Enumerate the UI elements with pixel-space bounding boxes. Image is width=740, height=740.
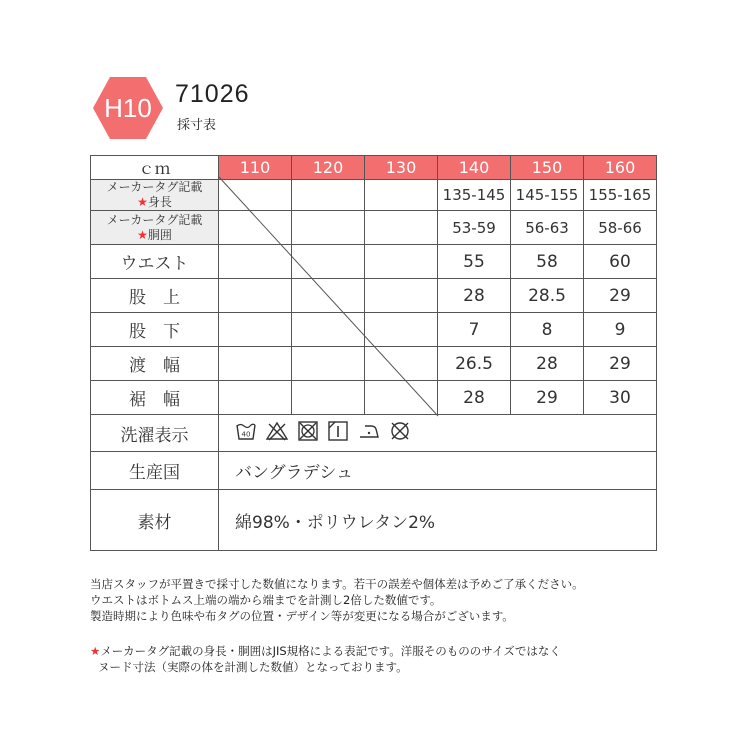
note-line: ウエストはボトムス上端の端から端までを計測し2倍した数値です。 xyxy=(90,593,442,607)
cell: 145-155 xyxy=(511,180,584,211)
cell: 7 xyxy=(438,313,511,347)
cell xyxy=(219,245,292,279)
cell xyxy=(292,245,365,279)
cell: 29 xyxy=(584,279,657,313)
size-140: 140 xyxy=(438,156,511,180)
table-row-waist xyxy=(91,245,657,279)
no-dry-clean-icon xyxy=(389,420,411,442)
note-line: ヌード寸法（実際の体を計測した数値）となっております。 xyxy=(98,660,408,674)
cell: 55 xyxy=(438,245,511,279)
cell: 8 xyxy=(511,313,584,347)
row-label: 股 上 xyxy=(91,279,219,313)
no-tumble-dry-icon xyxy=(297,420,319,442)
row-label: ウエスト xyxy=(91,245,219,279)
cell: 28 xyxy=(511,347,584,381)
cell xyxy=(292,381,365,415)
cell xyxy=(365,245,438,279)
row-label: 渡 幅 xyxy=(91,347,219,381)
cell xyxy=(365,313,438,347)
row-label-height: メーカータグ記載 ★身長 xyxy=(91,180,219,211)
cell: 29 xyxy=(511,381,584,415)
cell: 58-66 xyxy=(584,211,657,245)
cell: 135-145 xyxy=(438,180,511,211)
iron-low-icon xyxy=(357,420,381,442)
cell: 28 xyxy=(438,381,511,415)
size-badge xyxy=(92,76,164,140)
table-row-wash xyxy=(91,415,657,452)
page-subtitle: 採寸表 xyxy=(177,118,217,133)
row-label: 股 下 xyxy=(91,313,219,347)
cell: 58 xyxy=(511,245,584,279)
size-header-row xyxy=(91,156,657,180)
star-icon: ★ xyxy=(90,644,101,658)
note-line: 当店スタッフが平置きで採寸した数値になります。若干の誤差や個体差は予めご了承ください。 xyxy=(90,577,584,591)
cell xyxy=(219,279,292,313)
cell: 60 xyxy=(584,245,657,279)
size-110: 110 xyxy=(219,156,292,180)
cell xyxy=(365,211,438,245)
row-label: 素材 xyxy=(91,490,219,551)
table-row-hem xyxy=(91,381,657,415)
badge-label: H10 xyxy=(104,93,152,123)
cell: 26.5 xyxy=(438,347,511,381)
size-160: 160 xyxy=(584,156,657,180)
table-row-height xyxy=(91,180,657,211)
row-label: 洗濯表示 xyxy=(91,415,219,452)
cell xyxy=(365,279,438,313)
cell xyxy=(292,211,365,245)
cell xyxy=(292,313,365,347)
cell xyxy=(365,347,438,381)
row-label: 裾 幅 xyxy=(91,381,219,415)
cell: 30 xyxy=(584,381,657,415)
wash-40-icon xyxy=(235,420,257,442)
table-row-inseam xyxy=(91,313,657,347)
note-line: 製造時期により色味や布タグの位置・デザイン等が変更になる場合がございます。 xyxy=(90,609,514,623)
note-line: メーカータグ記載の身長・胴囲はJIS規格による表記です。洋服そのもののサイズではなく xyxy=(100,644,561,658)
table-row-origin xyxy=(91,452,657,490)
cell: 155-165 xyxy=(584,180,657,211)
material-value: 綿98%・ポリウレタン2% xyxy=(219,490,657,551)
cell xyxy=(219,313,292,347)
size-120: 120 xyxy=(292,156,365,180)
table-row-rise xyxy=(91,279,657,313)
row-label: 生産国 xyxy=(91,452,219,490)
product-code: 71026 xyxy=(175,80,250,108)
cell: 28 xyxy=(438,279,511,313)
origin-value: バングラデシュ xyxy=(219,452,657,490)
cell xyxy=(219,347,292,381)
row-label-girth: メーカータグ記載 ★胴囲 xyxy=(91,211,219,245)
star-icon: ★ xyxy=(137,227,148,242)
table-row-thigh xyxy=(91,347,657,381)
size-150: 150 xyxy=(511,156,584,180)
cell: 9 xyxy=(584,313,657,347)
unit-label: ｃｍ xyxy=(91,156,219,180)
cell: 56-63 xyxy=(511,211,584,245)
cell xyxy=(365,381,438,415)
cell xyxy=(292,347,365,381)
wash-symbols xyxy=(219,415,657,452)
cell: 53-59 xyxy=(438,211,511,245)
cell: 28.5 xyxy=(511,279,584,313)
star-icon: ★ xyxy=(137,195,148,209)
cell xyxy=(219,180,292,211)
size-130: 130 xyxy=(365,156,438,180)
table-row-waist-tag xyxy=(91,211,657,245)
notes xyxy=(90,576,584,624)
cell xyxy=(292,279,365,313)
cell xyxy=(365,180,438,211)
line-dry-shade-icon xyxy=(327,420,349,442)
no-bleach-icon xyxy=(265,420,289,442)
cell xyxy=(219,381,292,415)
size-table xyxy=(90,155,657,551)
table-row-material xyxy=(91,490,657,551)
cell xyxy=(292,180,365,211)
svg-text:40: 40 xyxy=(241,430,251,438)
cell: 29 xyxy=(584,347,657,381)
tag-notes xyxy=(90,643,561,675)
cell xyxy=(219,211,292,245)
